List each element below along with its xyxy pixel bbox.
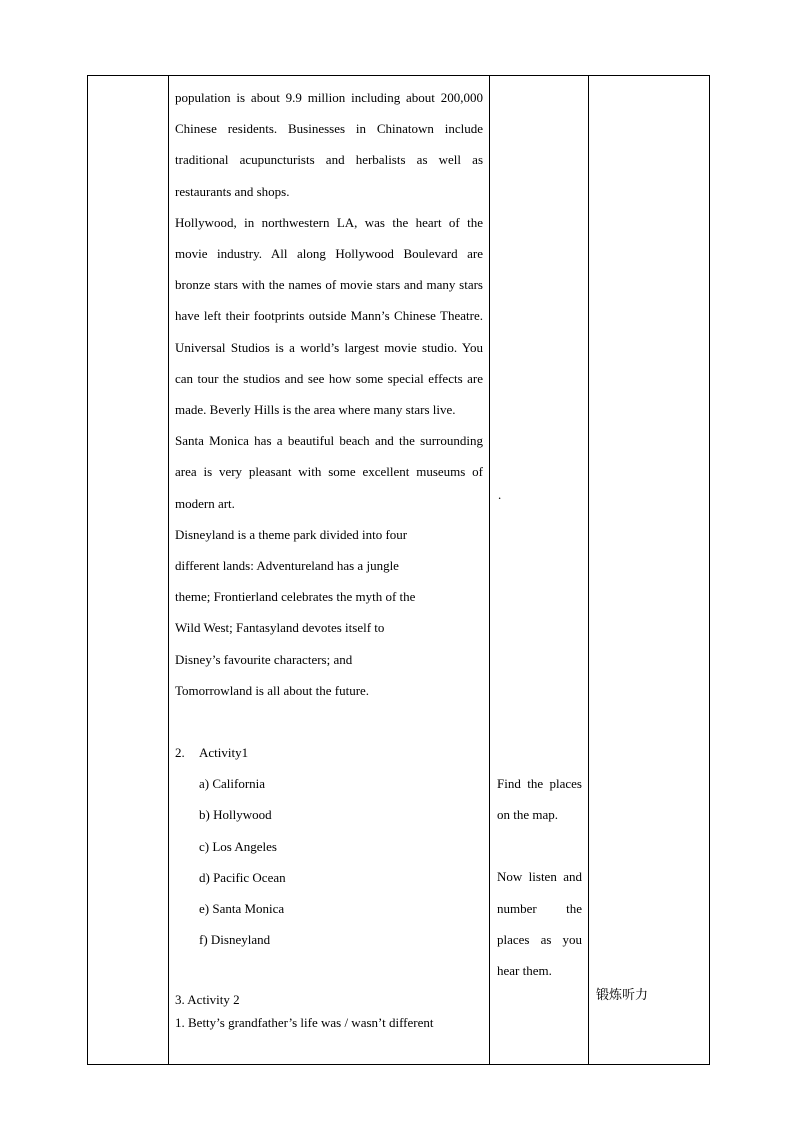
activity1-title: Activity1 [199, 745, 249, 761]
purpose-note: 锻炼听力 [596, 988, 649, 1003]
activity2-item-1: 1. Betty’s grandfather’s life was / wasn’t different [175, 1015, 434, 1031]
spacer [497, 830, 582, 861]
lesson-table [87, 75, 710, 1065]
text-line: Wild West; Fantasyland devotes itself to [175, 620, 385, 636]
activity1-heading [175, 737, 483, 768]
text-line: Tomorrowland is all about the future. [175, 682, 370, 698]
text-line: Disneyland is a theme park divided into four [175, 526, 408, 542]
dot-mark: . [498, 487, 502, 502]
paragraph-population: population is about 9.9 million including about 200,000 Chinese residents. Businesses in Chinatown include traditional acupuncturists and herbalists as well as restaurants and shops. [175, 90, 483, 199]
paragraph-disneyland [175, 519, 483, 706]
activity1-number: 2. [175, 745, 185, 761]
paragraph-santa-monica: Santa Monica has a beautiful beach and the surrounding area is very pleasant with some excellent museums of modern art. [175, 433, 483, 511]
instruction-listen: Now listen and number the places as you hear them. [497, 869, 582, 979]
activity2-title: Activity 2 [187, 992, 240, 1008]
instruction-column-cell [490, 76, 589, 1065]
instruction-text [497, 768, 582, 986]
text-line: different lands: Adventureland has a jungle [175, 558, 399, 574]
spacer [175, 955, 483, 986]
step-column-cell [88, 76, 169, 1065]
purpose-column-cell [589, 76, 710, 1065]
activity2-number: 3. [175, 992, 185, 1008]
spacer [175, 706, 483, 737]
text-line: Disney’s favourite characters; and [175, 651, 353, 667]
list-item: f) Disneyland [199, 932, 271, 948]
list-item: d) Pacific Ocean [199, 869, 286, 885]
text-line: theme; Frontierland celebrates the myth of the [175, 589, 416, 605]
list-item: b) Hollywood [199, 807, 272, 823]
list-item: a) California [199, 776, 266, 792]
instruction-find: Find the places on the map. [497, 776, 582, 823]
table-row [88, 76, 710, 1065]
activity2-heading [175, 986, 483, 1013]
content-column-cell [169, 76, 490, 1065]
list-item: c) Los Angeles [199, 838, 277, 854]
list-item: e) Santa Monica [199, 901, 285, 917]
paragraph-hollywood: Hollywood, in northwestern LA, was the heart of the movie industry. All along Hollywood Boulevard are bronze stars with the names of movie stars and many stars have left their footprints outside Mann’s Chinese Theatre. Universal Studios is a world’s largest movie studio. You can tour the studios and see how some special effects are made. Beverly Hills is the area where many stars live. [175, 214, 483, 418]
